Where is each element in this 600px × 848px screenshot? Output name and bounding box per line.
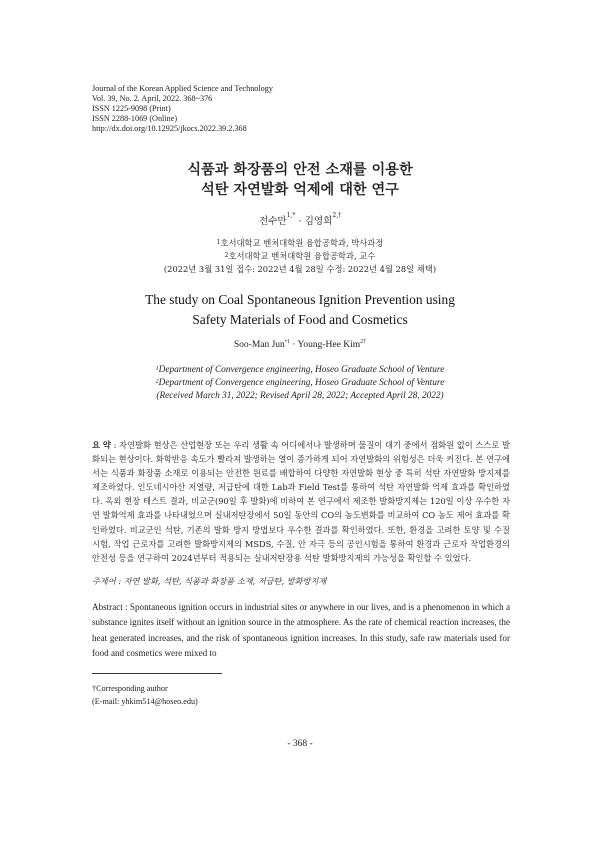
korean-affil1: [60, 237, 540, 250]
korean-title-line1: 식품과 화장품의 안전 소재를 이용한: [187, 162, 413, 178]
korean-author2: 김영희: [304, 216, 333, 227]
korean-title: [60, 160, 540, 200]
korean-affil1-sup: 1: [216, 239, 221, 246]
journal-name: Journal of the Korean Applied Science and Technology: [92, 84, 273, 93]
korean-author1: 전수만: [258, 216, 287, 227]
english-affil1-sup: 1: [155, 366, 159, 372]
page-number: - 368 -: [287, 739, 313, 749]
korean-dates: (2022년 3월 31일 접수: 2022년 4월 28일 수정: 2022년 4월 28일 채택): [163, 264, 437, 274]
english-affil2-text: Department of Convergence engineering, Hoseo Graduate School of Venture: [158, 378, 445, 388]
korean-title-line2: 석탄 자연발화 억제에 대한 연구: [201, 182, 399, 198]
korean-affiliations: [60, 237, 540, 276]
journal-issn-online: ISSN 2288-1069 (Online): [92, 114, 178, 123]
korean-affil2-sup: 2: [224, 252, 229, 259]
journal-doi-link[interactable]: http://dx.doi.org/10.12925/jkocs.2022.39.2.368: [92, 124, 247, 133]
korean-affil1-text: 호서대학교 벤처대학원 융합공학과, 박사과정: [220, 238, 384, 248]
english-dates: (Received March 31, 2022; Revised April 28, 2022; Accepted April 28, 2022): [156, 391, 444, 401]
english-affil2: [60, 377, 540, 390]
corresponding-author-email: (E-mail: yhkim514@hoseo.edu): [92, 697, 198, 706]
journal-header: [92, 84, 392, 134]
korean-abstract: [92, 438, 510, 565]
english-author1: Soo-Man Jun: [233, 340, 285, 350]
english-title-line2: Safety Materials of Food and Cosmetics: [192, 312, 408, 327]
korean-abstract-label: 요 약: [92, 440, 111, 450]
english-abstract-label: Abstract: [92, 602, 123, 612]
english-authors: [60, 340, 540, 350]
korean-keywords: 주제어 : 자연 발화, 석탄, 식품과 화장품 소재, 저급탄, 발화방지제: [92, 576, 327, 586]
korean-affil2: [60, 250, 540, 263]
english-title: [60, 290, 540, 330]
korean-author2-sup: 2,†: [332, 212, 342, 219]
english-abstract-text: : Spontaneous ignition occurs in industrial sites or anywhere in our lives, and is a phenomenon in which a substance ignites itself without an ignition source in the atmosphere. As the rate of chemical reaction increases, the heat generated increases, and the risk of spontaneous ignition increases. In this study, safe raw materials used for food and cosmetics were mixed to: [92, 602, 510, 659]
english-author2-sup: 2†: [360, 339, 367, 345]
english-author1-sup: •1: [284, 339, 290, 345]
english-author2: Young-Hee Kim: [297, 340, 361, 350]
footnote-divider: [92, 673, 222, 674]
english-affil1: [60, 364, 540, 377]
korean-author1-sup: 1,*: [286, 212, 296, 219]
journal-volume: Vol. 39, No. 2. April, 2022. 368~376: [92, 94, 213, 103]
korean-affil2-text: 호서대학교 벤처대학원 융합공학과, 교수: [228, 251, 376, 261]
english-affiliations: [60, 364, 540, 403]
korean-abstract-text: : 자연발화 현상은 산업현장 또는 우리 생활 속 어디에서나 발생하며 물질이 대기 중에서 점화원 없이 스스로 발화되는 현상이다. 화학반응 속도가 빨라져 발생하는 열이 증가하게 되어 자연발화의 위험성은 더욱 커진다. 본 연구에서는 식품과 화장품 소재로 이용되는 안전한 원료를 배합하여 다양한 자연발화 현상 중 특히 석탄 자연발화 방지제를 제조하였다. 인도네시아산 저열량, 저급탄에 대한 Lab과 Field Test를 통하여 석탄 자연발화 억제 효과를 확인하였다. 옥외 현장 테스트 결과, 비교군(90일 후 발화)에 비하여 본 연구에서 제조한 발화방지제는 120일 이상 우수한 자연 발화억제 효과를 나타내었으며 실내저탄장에서 50일 동안의 CO의 농도변화를 비교하여 CO 농도 제어 효과를 확인하였다. 비교군인 석탄, 기존의 발화 방지 방법보다 우수한 결과를 확인하였다. 또한, 환경을 고려한 토양 및 수질 시험, 작업 근로자를 고려한 발화방지제의 MSDS, 수질, 안 자극 등의 공인시험을 통하여 환경과 근로자 작업환경의 안전성 등을 연구하여 2024년부터 적용되는 실내저탄장용 석탄 발화방지제의 가능성을 확인할 수 있었다.: [92, 440, 511, 563]
english-affil1-text: Department of Convergence engineering, Hoseo Graduate School of Venture: [158, 365, 445, 375]
english-title-line1: The study on Coal Spontaneous Ignition Prevention using: [145, 292, 455, 307]
korean-authors: [60, 213, 540, 227]
english-abstract: [92, 600, 510, 662]
corresponding-author-note: †Corresponding author: [92, 684, 168, 693]
english-author-separator: ·: [289, 340, 298, 350]
journal-issn-print: ISSN 1225-9098 (Print): [92, 104, 171, 113]
footnote: [92, 682, 198, 708]
author-separator: ·: [295, 216, 305, 227]
english-affil2-sup: 2: [155, 379, 159, 385]
